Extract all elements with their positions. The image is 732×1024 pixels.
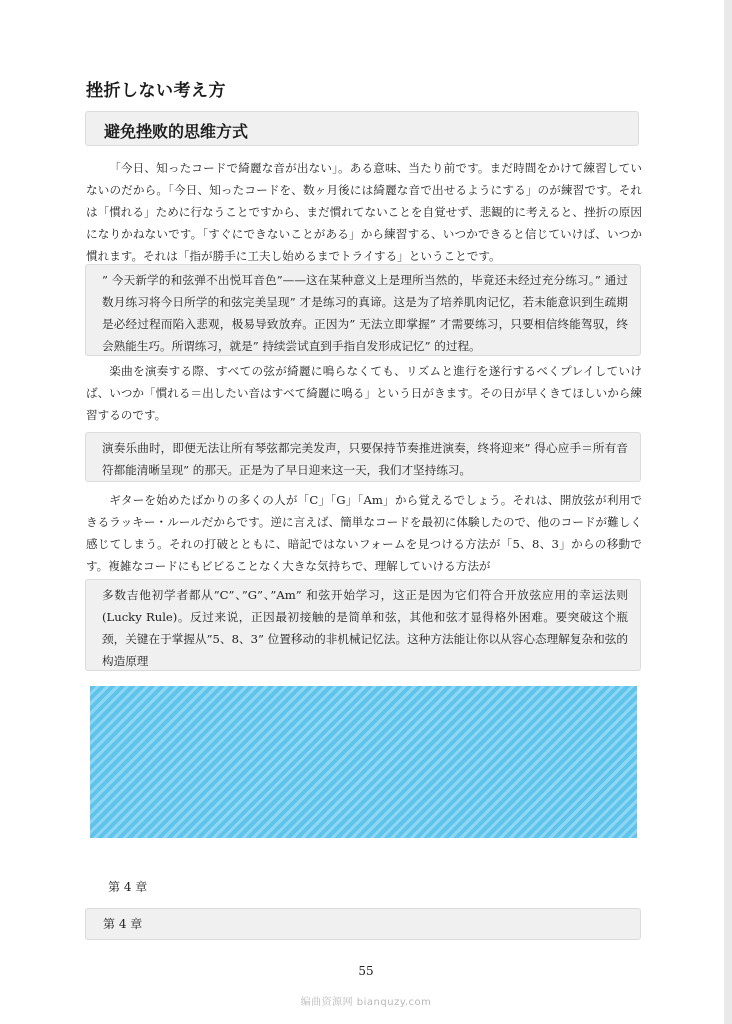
subheading-text: 避免挫败的思维方式 bbox=[104, 122, 249, 141]
watermark: 编曲资源网 bianquzy.com bbox=[300, 997, 432, 1008]
page-heading: 挫折しない考え方 bbox=[86, 81, 226, 101]
paragraph-1: 「今日、知ったコードで綺麗な音が出ない」。ある意味、当たり前です。まだ時間をかけて練習していないのだから。「今日、知ったコードを、数ヶ月後には綺麗な音で出せるようにする」のが練習です。それは「慣れる」ために行なうことですから、まだ慣れてないことを自覚せず、悲観的に考えると、挫折の原因になりかねないです。「すぐにできないことがある」から練習する、いつかできると信じていけば、いつか慣れます。それは「指が勝手に工夫し始めるまでトライする」ということです。 bbox=[86, 161, 642, 263]
translation-note-1: ” 今天新学的和弦弹不出悦耳音色”——这在某种意义上是理所当然的，毕竟还未经过充分练习。” 通过数月练习将今日所学的和弦完美呈现” 才是练习的真谛。这是为了培养肌肉记忆，若未能意识到生疏期是必经过程而陷入悲观，极易导致放弃。正因为” 无法立即掌握” 才需要练习，只要相信终能驾驭，终会熟能生巧。所谓练习，就是” 持续尝试直到手指自发形成记忆” 的过程。 bbox=[85, 264, 641, 356]
page-edge bbox=[724, 0, 732, 1024]
translation-note-3: 多数吉他初学者都从”C”、”G”、”Am” 和弦开始学习，这正是因为它们符合开放弦应用的幸运法则 (Lucky Rule)。反过来说，正因最初接触的是简单和弦，其他和弦才显得格外困难。要突破这个瓶颈，关键在于掌握从”5、8、3” 位置移动的非机械记忆法。这种方法能让你以从容心态理解复杂和弦的构造原理 bbox=[85, 579, 641, 671]
chapter-box-text: 第 4 章 bbox=[103, 917, 143, 931]
subheading-box bbox=[85, 111, 639, 146]
chapter-label: 第 4 章 bbox=[108, 880, 148, 894]
page-number: 55 bbox=[358, 964, 374, 978]
chapter-box bbox=[85, 908, 641, 940]
translation-note-2: 演奏乐曲时，即便无法让所有琴弦都完美发声，只要保持节奏推进演奏，终将迎来” 得心应手＝所有音符都能清晰呈现” 的那天。正是为了早日迎来这一天，我们才坚持练习。 bbox=[85, 432, 641, 482]
paragraph-3: ギターを始めたばかりの多くの人が「C」「G」「Am」から覚えるでしょう。それは、開放弦が利用できるラッキー・ルールだからです。逆に言えば、簡単なコードを最初に体験したので、他のコードが難しく感じてしまう。それの打破とともに、暗記ではないフォームを見つける方法が「5、8、3」からの移動です。複雑なコードにもビビることなく大きな気持ちで、理解していける方法が bbox=[86, 493, 642, 573]
image-placeholder bbox=[90, 686, 637, 838]
paragraph-2: 楽曲を演奏する際、すべての弦が綺麗に鳴らなくても、リズムと進行を遂行するべくプレイしていけば、いつか「慣れる＝出したい音はすべて綺麗に鳴る」という日がきます。その日が早くきてほしいから練習するのです。 bbox=[86, 364, 642, 422]
